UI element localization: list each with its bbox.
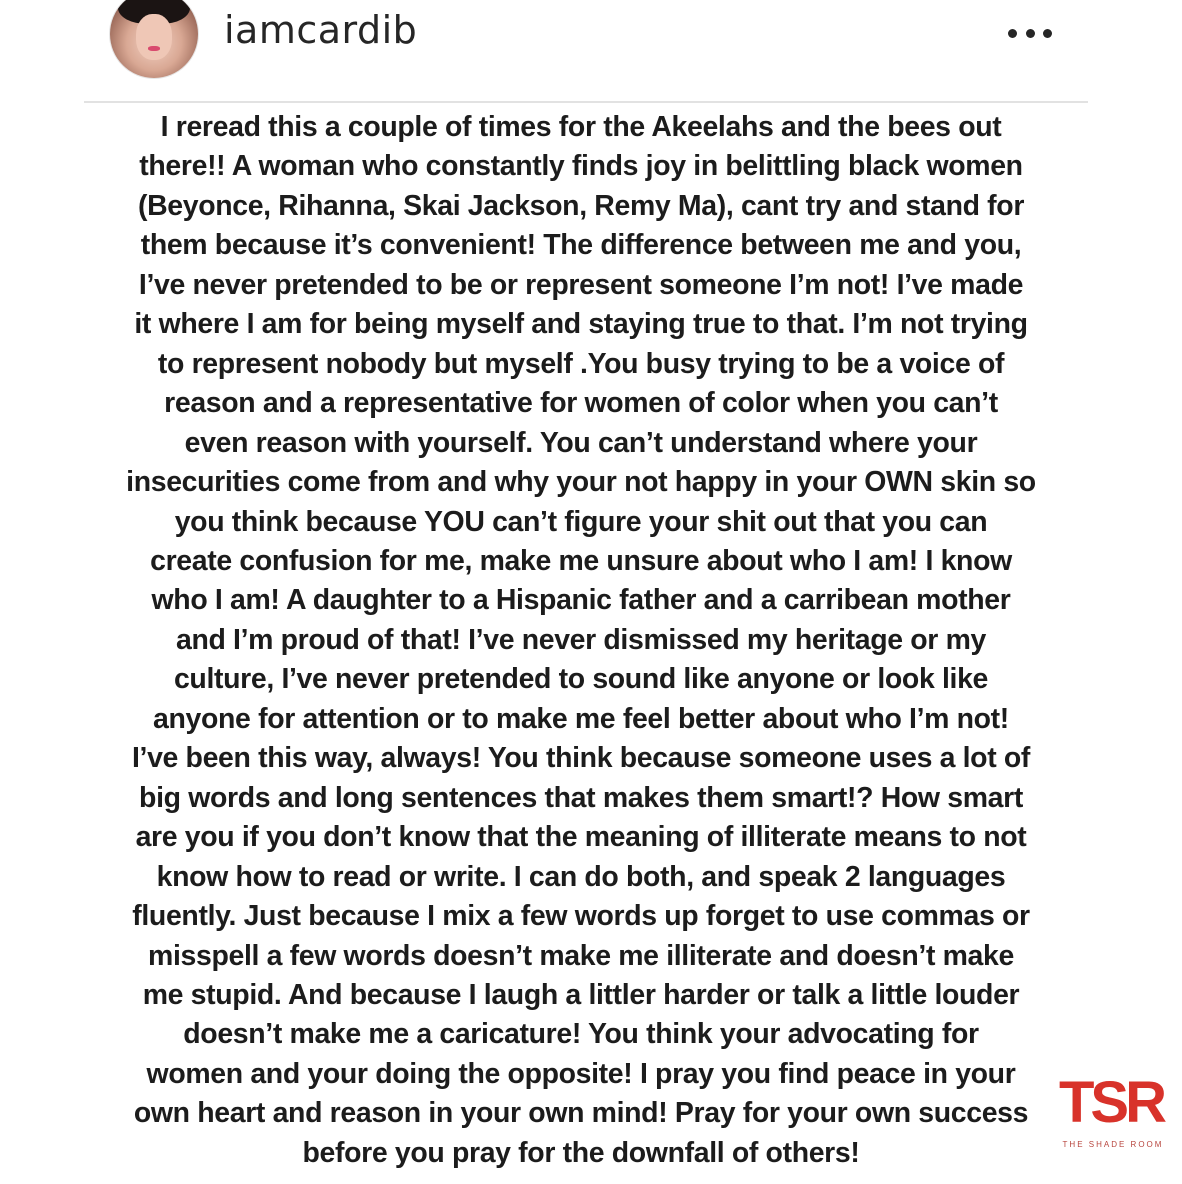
caption-line: I reread this a couple of times for the Akeelahs and the bees out (160, 111, 1002, 143)
caption-line: fluently. Just because I mix a few words up forget to use commas or (132, 900, 1030, 933)
tsr-logo-icon (1050, 1068, 1172, 1138)
avatar-face-shape (136, 14, 172, 60)
caption-line: women and your doing the opposite! I pray you find peace in your (146, 1057, 1016, 1090)
caption-line: it where I am for being myself and staying true to that. I’m not trying (134, 308, 1028, 341)
tsr-subtitle: THE SHADE ROOM (1062, 1140, 1164, 1149)
avatar-lips-shape (148, 46, 160, 51)
caption-line: are you if you don’t know that the meaning of illiterate means to not (135, 821, 1027, 854)
caption-line: (Beyonce, Rihanna, Skai Jackson, Remy Ma), cant try and stand for (137, 189, 1025, 222)
caption-line: culture, I’ve never pretended to sound like anyone or look like (173, 663, 989, 696)
caption-line: you think because YOU can’t figure your shit out that you can (174, 505, 988, 538)
more-horizontal-icon[interactable] (1008, 26, 1052, 40)
caption-line: there!! A woman who constantly finds joy in belittling black women (139, 150, 1023, 183)
caption-line: I’ve been this way, always! You think because someone uses a lot of (131, 742, 1031, 775)
caption-line: even reason with yourself. You can’t understand where your (184, 426, 978, 459)
post-header (0, 0, 1182, 100)
caption-line: create confusion for me, make me unsure about who I am! I know (150, 544, 1012, 577)
caption-line: I’ve never pretended to be or represent someone I’m not! I’ve made (138, 268, 1024, 301)
caption-line: them because it’s convenient! The difference between me and you, (140, 229, 1022, 262)
caption-line: who I am! A daughter to a Hispanic father and a carribean mother (151, 584, 1011, 617)
more-dot (1008, 29, 1017, 38)
caption-line: big words and long sentences that makes them smart!? How smart (139, 781, 1023, 814)
profile-avatar[interactable] (110, 0, 198, 78)
caption-line: insecurities come from and why your not happy in your OWN skin so (126, 466, 1036, 499)
caption-line: know how to read or write. I can do both, and speak 2 languages (156, 860, 1006, 893)
username[interactable]: iamcardib (224, 8, 418, 52)
more-dot (1026, 29, 1035, 38)
caption-line: misspell a few words doesn’t make me illiterate and doesn’t make (148, 939, 1014, 972)
tsr-logo-text: TSR (1059, 1070, 1163, 1135)
caption-line: anyone for attention or to make me feel better about who I’m not! (153, 702, 1009, 735)
caption-line: doesn’t make me a caricature! You think your advocating for (183, 1018, 979, 1051)
caption-line: before you pray for the downfall of others! (302, 1136, 860, 1169)
tsr-watermark (1050, 1068, 1172, 1158)
caption-line: me stupid. And because I laugh a littler harder or talk a little louder (142, 978, 1020, 1011)
caption-line: and I’m proud of that! I’ve never dismissed my heritage or my (175, 623, 987, 656)
more-dot (1043, 29, 1052, 38)
caption-line: reason and a representative for women of color when you can’t (164, 387, 998, 420)
caption-line: own heart and reason in your own mind! Pray for your own success (133, 1097, 1029, 1130)
caption-line: to represent nobody but myself .You busy trying to be a voice of (157, 347, 1005, 380)
post-caption-text (100, 108, 1062, 1173)
header-divider (84, 101, 1088, 103)
